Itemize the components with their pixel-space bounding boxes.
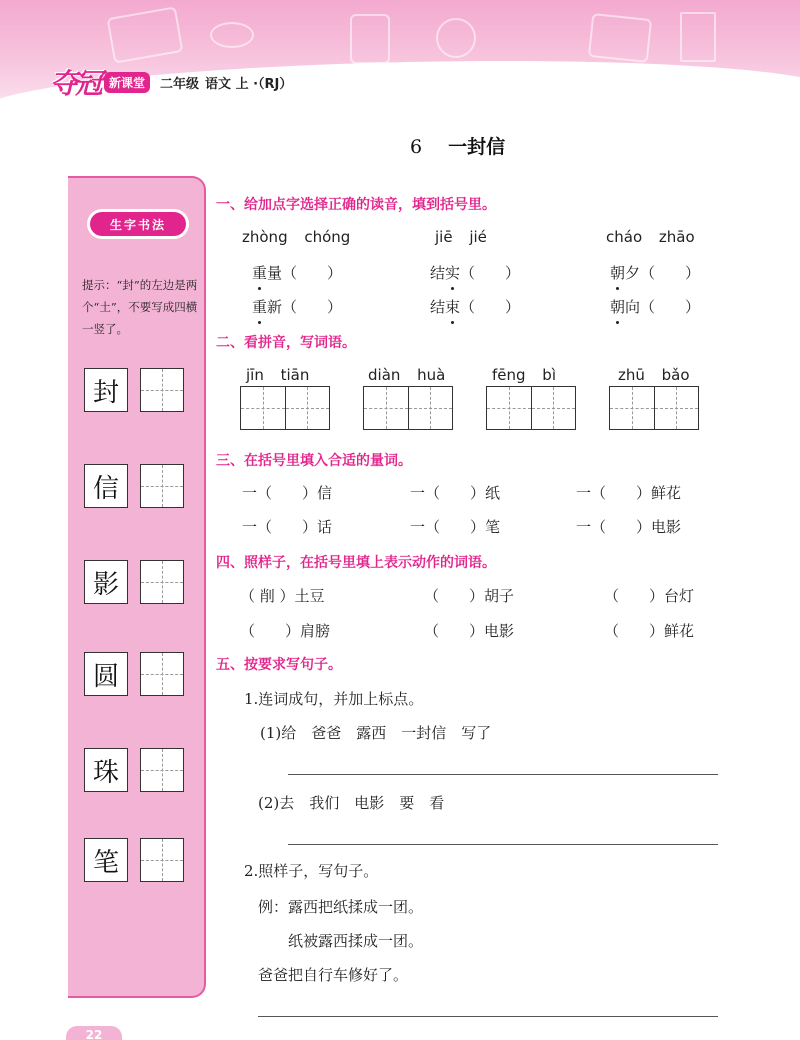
practice-grid[interactable] <box>140 464 184 508</box>
pinyin-prompt: diàn huà <box>368 366 446 384</box>
q2-heading: 二、看拼音，写词语。 <box>216 335 356 351</box>
dotted-char: 朝 <box>610 264 626 282</box>
example-line-1: 例：露西把纸揉成一团。 <box>258 898 424 916</box>
measure-item[interactable]: 一（ ）话 <box>242 518 333 536</box>
q1-item[interactable] <box>252 262 342 283</box>
lesson-title <box>410 132 505 159</box>
grade-label: 二年级 <box>160 76 200 92</box>
brand-logo: 夺冠 <box>50 67 101 100</box>
q1-item-rest: 新（ ） <box>267 298 343 316</box>
char-sample: 封 <box>84 368 128 412</box>
q1-item[interactable] <box>252 296 342 317</box>
answer-line[interactable] <box>288 844 718 845</box>
sentence-words-1: (1)给 爸爸 露西 一封信 写了 <box>260 724 492 742</box>
pinyin-options: zhòng chóng <box>242 228 351 246</box>
q1-item[interactable] <box>430 262 520 283</box>
measure-item[interactable]: 一（ ）鲜花 <box>576 484 682 502</box>
word-box[interactable] <box>609 386 699 430</box>
q5-part1: 1.连词成句，并加上标点。 <box>244 690 424 708</box>
practice-grid[interactable] <box>140 368 184 412</box>
open-book-icon <box>588 13 652 63</box>
measure-item[interactable]: 一（ ）纸 <box>410 484 501 502</box>
q1-item-pre: 结 <box>430 298 446 316</box>
dotted-char: 重 <box>252 264 268 282</box>
q1-item-rest: 向（ ） <box>625 298 701 316</box>
q5-heading: 五、按要求写句子。 <box>216 657 342 673</box>
measure-item[interactable]: 一（ ）电影 <box>576 518 682 536</box>
clock-icon <box>436 18 476 58</box>
word-box[interactable] <box>240 386 330 430</box>
lesson-number: 6 <box>410 136 423 158</box>
verb-item[interactable]: （ ）鲜花 <box>604 622 695 640</box>
practice-grid[interactable] <box>140 748 184 792</box>
word-box[interactable] <box>363 386 453 430</box>
panel-tag: 生字书法 <box>90 212 186 236</box>
calligraphy-panel <box>68 176 206 998</box>
q1-item[interactable] <box>430 296 520 317</box>
q5-part2: 2.照样子，写句子。 <box>244 862 379 880</box>
practice-grid[interactable] <box>140 652 184 696</box>
q1-item[interactable] <box>610 262 700 283</box>
header-banner <box>0 0 800 104</box>
measure-item[interactable]: 一（ ）笔 <box>410 518 501 536</box>
answer-line[interactable] <box>288 774 718 775</box>
q1-heading: 一、给加点字选择正确的读音，填到括号里。 <box>216 197 496 213</box>
pinyin-options: jiē jié <box>435 228 487 246</box>
bag-icon <box>350 14 390 64</box>
sentence-words-2: (2)去 我们 电影 要 看 <box>258 794 445 812</box>
q1-item-rest: 量（ ） <box>267 264 343 282</box>
measure-item[interactable]: 一（ ）信 <box>242 484 333 502</box>
dotted-char: 实 <box>445 264 461 282</box>
dotted-char: 重 <box>252 298 268 316</box>
answer-line[interactable] <box>258 1016 718 1017</box>
pinyin-prompt: jīn tiān <box>246 366 310 384</box>
verb-item[interactable]: （ ）电影 <box>424 622 515 640</box>
pinyin-prompt: zhū bǎo <box>618 366 690 384</box>
q1-item[interactable] <box>610 296 700 317</box>
char-row <box>84 560 184 604</box>
q1-item-rest: （ ） <box>460 298 521 316</box>
q1-item-rest: 夕（ ） <box>625 264 701 282</box>
dotted-char: 束 <box>445 298 461 316</box>
char-row <box>84 838 184 882</box>
practice-grid[interactable] <box>140 838 184 882</box>
verb-item[interactable]: （ ）胡子 <box>424 587 515 605</box>
brand <box>50 66 292 98</box>
char-sample: 圆 <box>84 652 128 696</box>
char-row <box>84 652 184 696</box>
compass-icon <box>680 12 716 62</box>
rewrite-task: 爸爸把自行车修好了。 <box>258 966 409 984</box>
panel-hint: 提示：“封”的左边是两个“土”，不要写成四横一竖了。 <box>82 278 198 336</box>
char-row <box>84 748 184 792</box>
char-sample: 珠 <box>84 748 128 792</box>
char-sample: 信 <box>84 464 128 508</box>
dotted-char: 朝 <box>610 298 626 316</box>
book-icon <box>107 6 184 63</box>
char-row <box>84 368 184 412</box>
char-sample: 笔 <box>84 838 128 882</box>
char-row <box>84 464 184 508</box>
q1-item-pre: 结 <box>430 264 446 282</box>
glasses-icon <box>210 22 254 48</box>
lesson-name: 一封信 <box>448 136 506 158</box>
verb-item[interactable]: （ ）台灯 <box>604 587 695 605</box>
pinyin-options: cháo zhāo <box>606 228 695 246</box>
practice-grid[interactable] <box>140 560 184 604</box>
pinyin-prompt: fēng bì <box>492 366 556 384</box>
q1-item-rest: （ ） <box>460 264 521 282</box>
q4-heading: 四、照样子，在括号里填上表示动作的词语。 <box>216 555 496 571</box>
verb-item[interactable]: （ ）肩膀 <box>240 622 331 640</box>
word-box[interactable] <box>486 386 576 430</box>
page-number: 22 <box>66 1026 122 1040</box>
q3-heading: 三、在括号里填入合适的量词。 <box>216 453 412 469</box>
subject-label: 语文 上 ·（RJ） <box>205 76 293 92</box>
char-sample: 影 <box>84 560 128 604</box>
brand-sub: 新课堂 <box>104 72 150 93</box>
verb-item[interactable]: （ 削 ）土豆 <box>240 587 325 605</box>
example-line-2: 纸被露西揉成一团。 <box>288 932 424 950</box>
